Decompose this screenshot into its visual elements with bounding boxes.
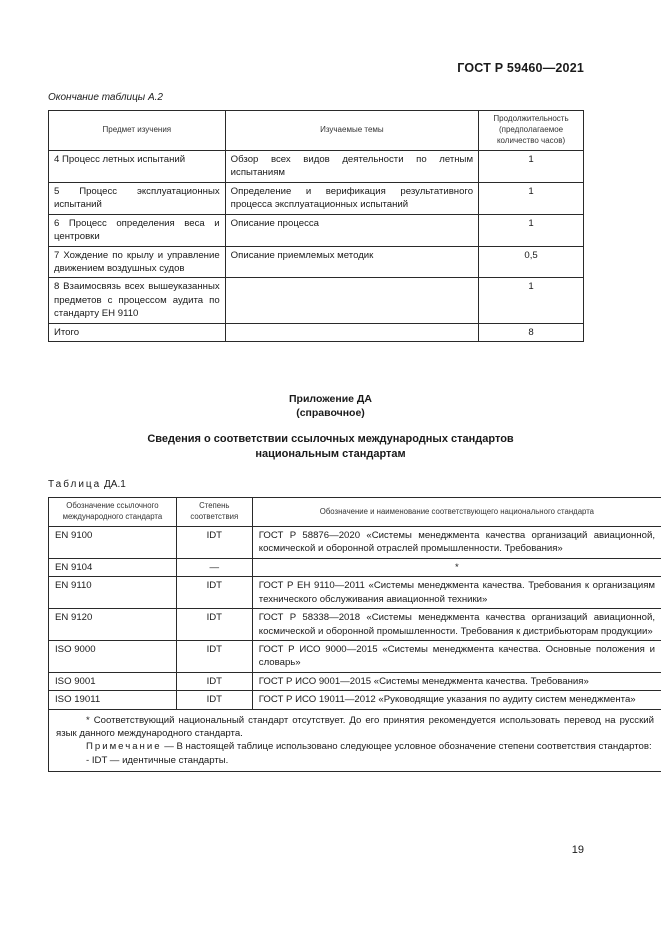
- page-number: 19: [571, 844, 584, 856]
- national-standard-cell: ГОСТ Р ИСО 9000—2015 «Системы менеджмента качества. Основные положения и словарь»: [252, 640, 661, 672]
- hours-cell: 0,5: [479, 246, 584, 278]
- column-header: Предмет изучения: [49, 111, 226, 151]
- table-caption-word: Таблица: [48, 479, 102, 490]
- degree-cell: IDT: [176, 691, 252, 709]
- table-row: [49, 278, 584, 323]
- column-header: Обозначение ссылочного международного стандарта: [49, 498, 177, 527]
- section-title-line: национальным стандартам: [255, 447, 406, 460]
- intl-standard-cell: ISO 9001: [49, 672, 177, 690]
- national-standard-cell: ГОСТ Р ЕН 9110—2011 «Системы менеджмента качества. Требования к организациям технического обслуживания авиационной техники»: [252, 577, 661, 609]
- column-header: Обозначение и наименование соответствующего национального стандарта: [252, 498, 661, 527]
- topics-cell: [225, 278, 478, 323]
- table-da1: [48, 497, 661, 772]
- table-row: [49, 527, 661, 559]
- national-standard-cell: ГОСТ Р ИСО 9001—2015 «Системы менеджмента качества. Требования»: [252, 672, 661, 690]
- total-label-cell: Итого: [49, 323, 226, 341]
- table-row: [49, 672, 661, 690]
- note-label: Примечание: [86, 741, 162, 753]
- table-row-total: [49, 323, 584, 341]
- degree-cell: IDT: [176, 527, 252, 559]
- table-row: [49, 151, 584, 183]
- total-hours-cell: 8: [479, 323, 584, 341]
- table-a2: [48, 110, 584, 342]
- hours-cell: 1: [479, 182, 584, 214]
- topics-cell: Описание процесса: [225, 214, 478, 246]
- table-note: [56, 740, 654, 753]
- degree-cell: IDT: [176, 609, 252, 641]
- footnote-text: * Соответствующий национальный стандарт отсутствует. До его принятия рекомендуется использовать перевод на русский язык данного международного стандарта.: [56, 714, 654, 740]
- intl-standard-cell: ISO 19011: [49, 691, 177, 709]
- degree-cell: —: [176, 558, 252, 576]
- table-row: [49, 577, 661, 609]
- topics-cell: Обзор всех видов деятельности по летным испытаниям: [225, 151, 478, 183]
- topics-cell: [225, 323, 478, 341]
- intl-standard-cell: EN 9104: [49, 558, 177, 576]
- note-item: - IDT — идентичные стандарты.: [86, 754, 229, 766]
- degree-cell: IDT: [176, 577, 252, 609]
- subject-cell: 6 Процесс определения веса и центровки: [49, 214, 226, 246]
- table-row: [49, 182, 584, 214]
- national-standard-cell: ГОСТ Р 58876—2020 «Системы менеджмента качества организаций авиационной, космической и оборонной отраслей промышленности. Требования»: [252, 527, 661, 559]
- intl-standard-cell: ISO 9000: [49, 640, 177, 672]
- hours-cell: 1: [479, 214, 584, 246]
- table-row: [49, 609, 661, 641]
- topics-cell: Определение и верификация результативного процесса эксплуатационных испытаний: [225, 182, 478, 214]
- document-code: ГОСТ Р 59460—2021: [457, 61, 584, 75]
- table-da1-caption: [48, 479, 126, 490]
- table-a2-caption: Окончание таблицы А.2: [48, 92, 163, 103]
- degree-cell: IDT: [176, 672, 252, 690]
- topics-cell: Описание приемлемых методик: [225, 246, 478, 278]
- subject-cell: 8 Взаимосвязь всех вышеуказанных предметов с процессом аудита по стандарту ЕН 9110: [49, 278, 226, 323]
- intl-standard-cell: EN 9100: [49, 527, 177, 559]
- column-header: Степень соответствия: [176, 498, 252, 527]
- column-header: Продолжительность (предполагаемое количество часов): [479, 111, 584, 151]
- table-row: [49, 640, 661, 672]
- section-title: [110, 432, 551, 462]
- column-header: Изучаемые темы: [225, 111, 478, 151]
- table-footnote-cell: [49, 709, 661, 772]
- national-standard-cell: ГОСТ Р ИСО 19011—2012 «Руководящие указания по аудиту систем менеджмента»: [252, 691, 661, 709]
- national-standard-cell: ГОСТ Р 58338—2018 «Системы менеджмента качества организаций авиационной, космической и оборонной промышленности. Требования к дистрибьюторам продукции»: [252, 609, 661, 641]
- appendix-title: [0, 392, 661, 420]
- subject-cell: 5 Процесс эксплуатационных испытаний: [49, 182, 226, 214]
- table-row: [49, 558, 661, 576]
- table-caption-number: ДА.1: [104, 479, 126, 490]
- note-text: — В настоящей таблице использовано следующее условное обозначение степени соответствия стандартов:: [161, 741, 652, 753]
- national-standard-cell: *: [252, 558, 661, 576]
- table-footnote-row: [49, 709, 661, 772]
- section-title-line: Сведения о соответствии ссылочных международных стандартов: [147, 433, 514, 445]
- degree-cell: IDT: [176, 640, 252, 672]
- hours-cell: 1: [479, 278, 584, 323]
- table-row: [49, 691, 661, 709]
- intl-standard-cell: EN 9110: [49, 577, 177, 609]
- intl-standard-cell: EN 9120: [49, 609, 177, 641]
- table-row: [49, 214, 584, 246]
- table-row: [49, 246, 584, 278]
- hours-cell: 1: [479, 151, 584, 183]
- subject-cell: 4 Процесс летных испытаний: [49, 151, 226, 183]
- appendix-name: Приложение ДА: [289, 393, 372, 405]
- appendix-status: (справочное): [296, 407, 365, 420]
- subject-cell: 7 Хождение по крылу и управление движением воздушных судов: [49, 246, 226, 278]
